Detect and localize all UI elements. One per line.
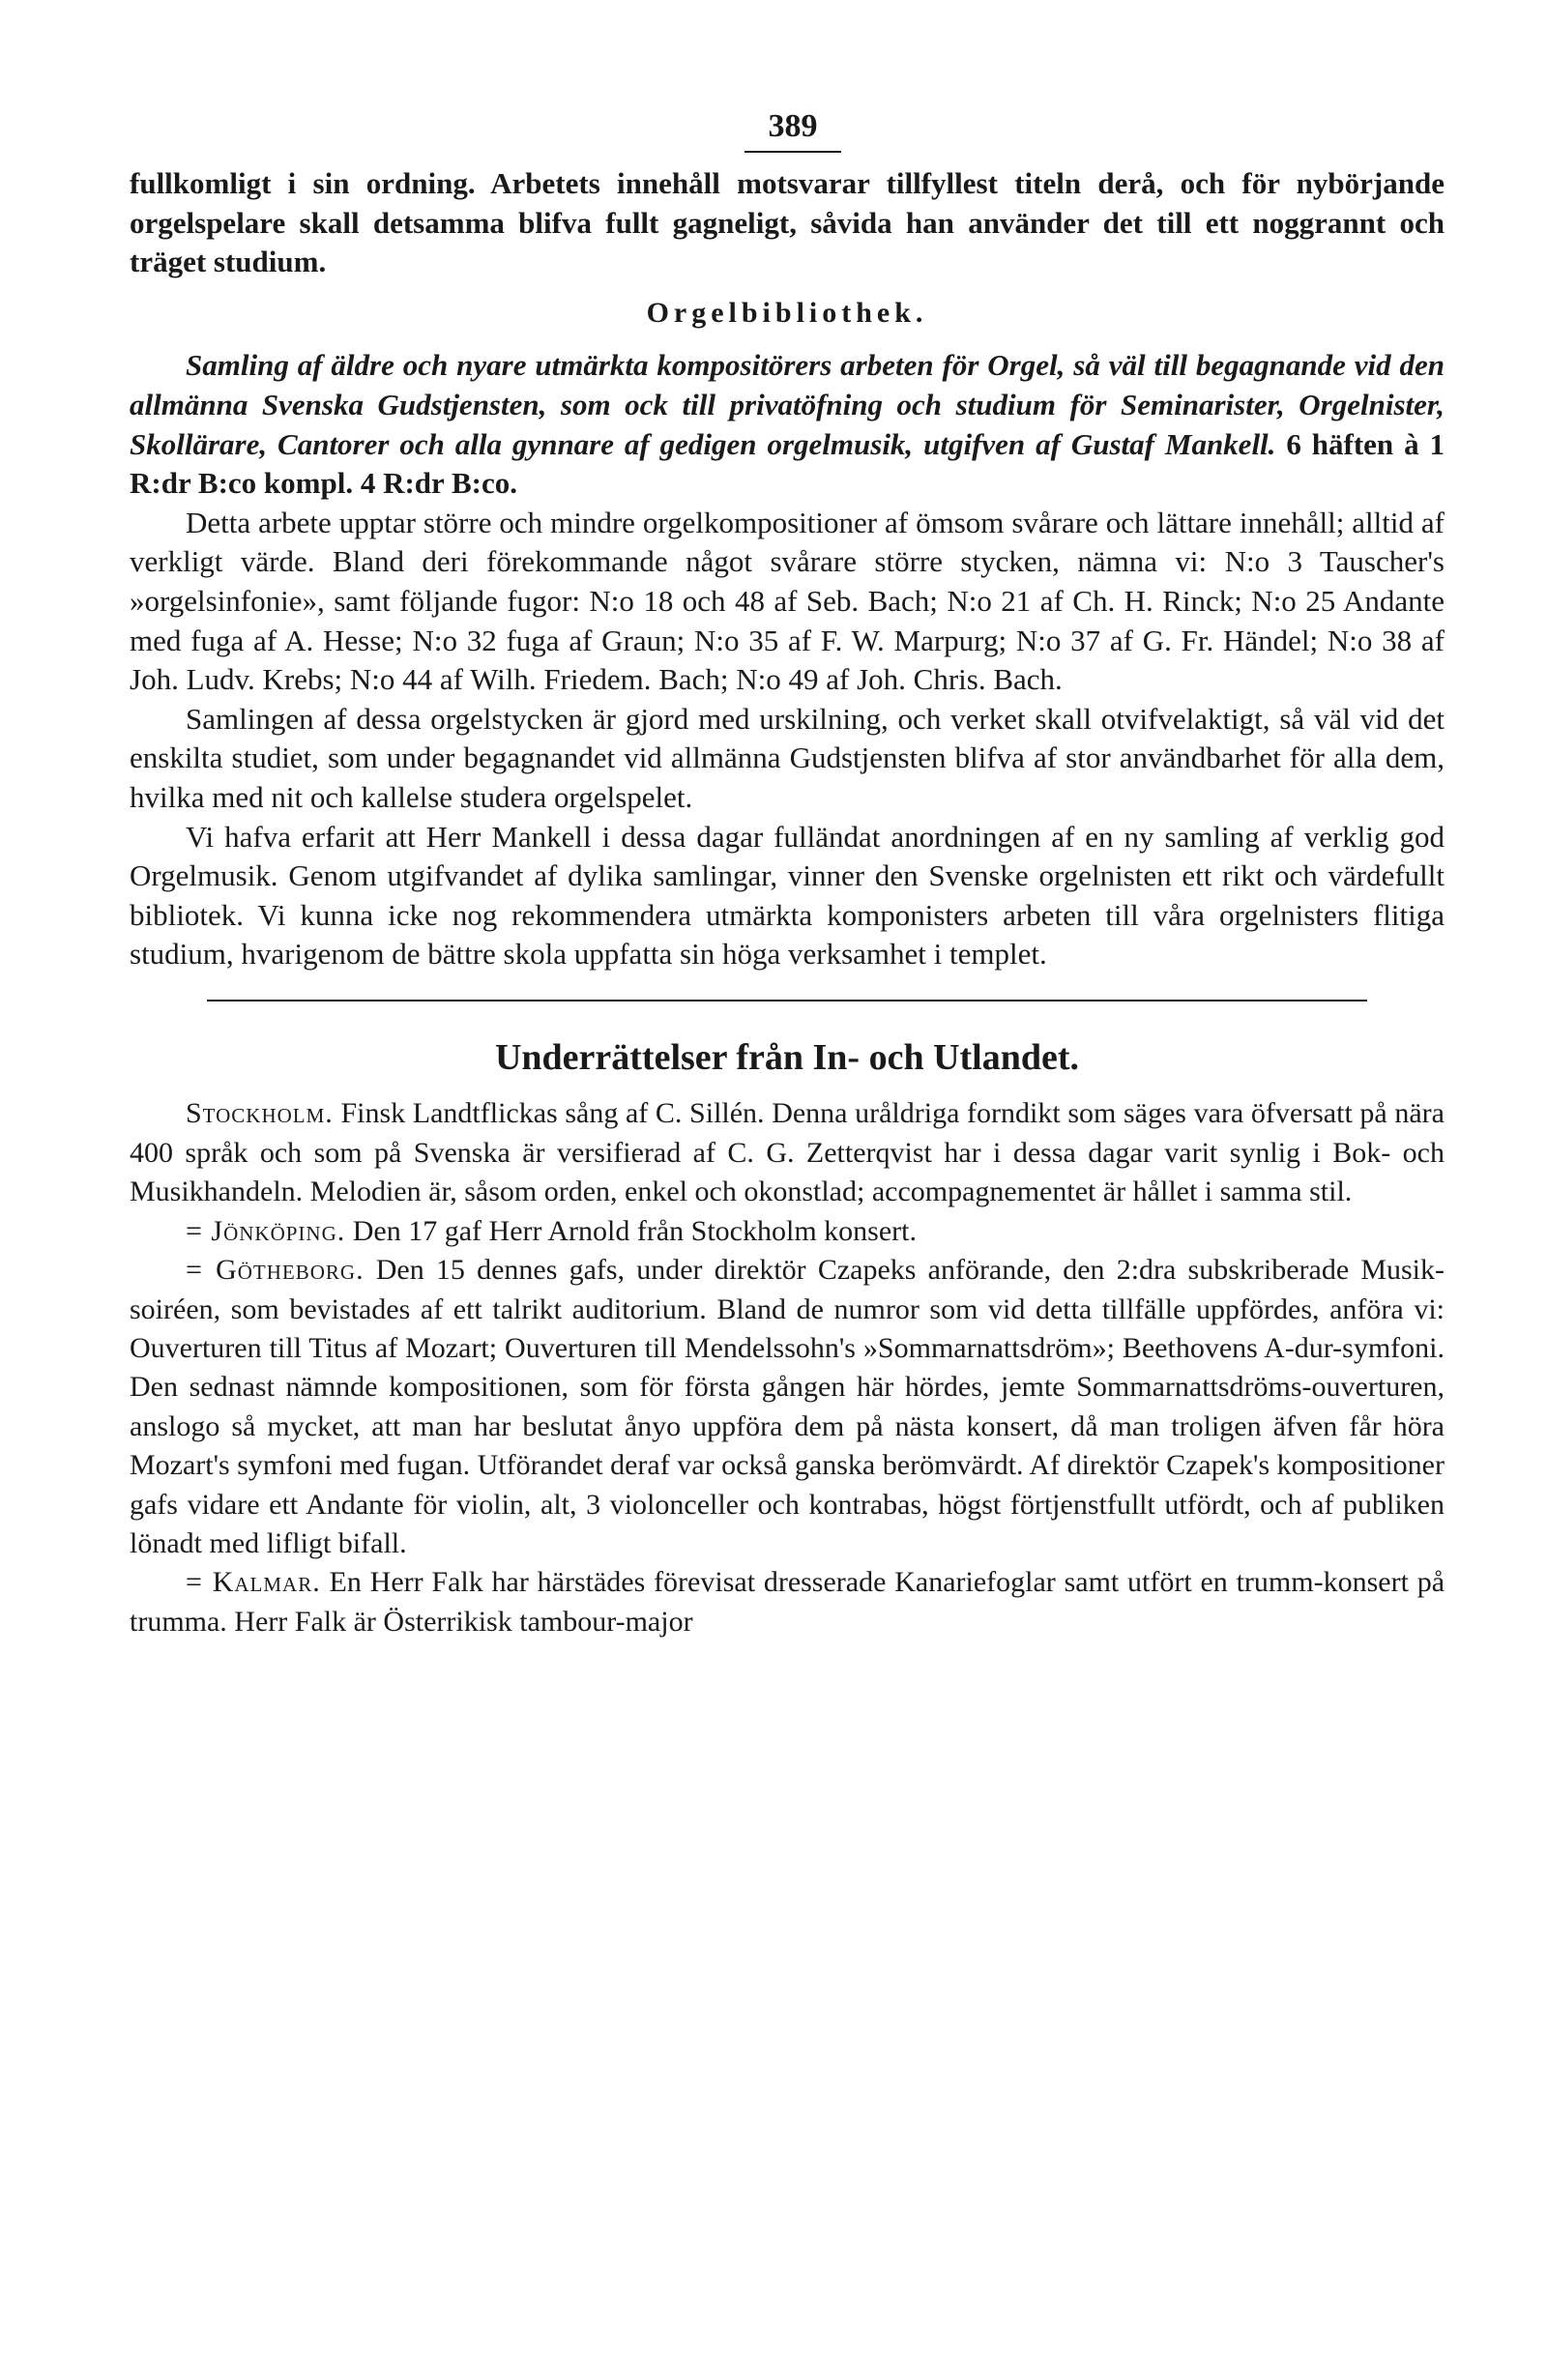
body-paragraph-recommendation: Vi hafva erfarit att Herr Mankell i dessa dagar fulländat anordningen af en ny samling af verklig god Orgelmusik. Genom utgifvandet af dylika samlingar, vinner den Svenske orgelnisten ett rikt och värdefullt bibliotek. Vi kunna icke nog rekommendera utmärkta komponisters arbeten till våra orgelnisters flitiga studium, hvarigenom de bättre skola uppfatta sin höga verksamhet i templet. (130, 819, 1445, 972)
page-number: 389 (768, 108, 818, 144)
news-item-jonkoping (130, 1212, 1445, 1251)
news-items (130, 1094, 1445, 1641)
section-heading-orgelbibliothek: Orgelbibliothek. (646, 296, 928, 329)
news-item-kalmar (130, 1563, 1445, 1641)
body-paragraph-contents: Detta arbete upptar större och mindre orgelkompositioner af ömsom svårare och lättare innehåll; alltid af verkligt värde. Bland deri förekommande något svårare större stycken, nämna vi: N:o 3 Tauscher's »orgelsinfonie», samt följande fugor: N:o 18 och 48 af Seb. Bach; N:o 21 af Ch. H. Rinck; N:o 25 Andante med fuga af A. Hesse; N:o 32 fuga af Graun; N:o 35 af F. W. Marpurg; N:o 37 af G. Fr. Händel; N:o 38 af Joh. Ludv. Krebs; N:o 44 af Wilh. Friedem. Bach; N:o 49 af Joh. Chris. Bach. (130, 505, 1445, 697)
section-divider (207, 1000, 1367, 1001)
body-paragraph-assessment: Samlingen af dessa orgelstycken är gjord med urskilning, och verket skall otvifvelaktigt, så väl vid det enskilta studiet, som under begagnandet vid allmänna Gudstjensten blifva af stor användbarhet för alla dem, hvilka med nit och kallelse studera orgelspelet. (130, 701, 1445, 814)
news-item-stockholm (130, 1094, 1445, 1211)
news-text-jonkoping: Den 17 gaf Herr Arnold från Stockholm konsert. (345, 1214, 917, 1247)
news-place-kalmar: = Kalmar. (186, 1566, 321, 1599)
news-place-gotheborg: = Götheborg. (186, 1254, 365, 1287)
page-number-underline (744, 151, 841, 153)
book-title-paragraph (130, 346, 1445, 503)
news-place-jonkoping: = Jönköping. (186, 1214, 346, 1247)
book-price: 6 häften à 1 R:dr B:co kompl. 4 R:dr B:co. (130, 426, 1445, 501)
news-text-kalmar: En Herr Falk har härstädes förevisat dresserade Kanariefoglar samt utfört en trumm-konsert på trumma. Herr Falk är Österrikisk tambour-major (130, 1566, 1445, 1638)
main-text-column (130, 164, 1445, 1641)
news-text-gotheborg: Den 15 dennes gafs, under direktör Czapeks anförande, den 2:dra subskriberade Musik-soiréen, som bevistades af ett talrikt auditorium. Bland de numror som vid detta tillfälle uppfördes, anföra vi: Ouverturen till Titus af Mozart; Ouverturen till Mendelssohn's »Sommarnattsdröm»; Beethovens A-dur-symfoni. Den sednast nämnde kompositionen, som för första gången här hördes, jemte Sommarnattsdröms-ouverturen, anslogo så mycket, att man har beslutat ånyo uppföra dem på nästa konsert, då man troligen äfven får höra Mozart's symfoni med fugan. Utförandet deraf var också ganska berömvärdt. Af direktör Czapek's kompositioner gafs vidare ett Andante för violin, alt, 3 violonceller och kontrabas, högst förtjenstfullt utfördt, och af publiken lönadt med lifligt bifall. (130, 1254, 1445, 1559)
news-place-stockholm: Stockholm. (186, 1097, 334, 1130)
news-section-heading: Underrättelser från In- och Utlandet. (494, 1036, 1080, 1078)
continued-paragraph: fullkomligt i sin ordning. Arbetets innehåll motsvarar tillfyllest titeln derå, och för nybörjande orgelspelare skall detsamma blifva fullt gagneligt, såvida han använder det till ett noggrannt och träget studium. (130, 166, 1445, 279)
book-title-italic: Samling af äldre och nyare utmärkta kompositörers arbeten för Orgel, så väl till begagnande vid den allmänna Svenska Gudstjensten, som ock till privatöfning och studium för Seminarister, Orgelnister, Skollärare, Cantorer och alla gynnare af gedigen orgelmusik, utgifven af Gustaf Mankell. (130, 348, 1445, 461)
news-item-gotheborg (130, 1251, 1445, 1563)
news-text-stockholm: Finsk Landtflickas sång af C. Sillén. Denna uråldriga forndikt som säges vara öfversatt på nära 400 språk och som på Svenska är versifierad af C. G. Zetterqvist har i dessa dagar varit synlig i Bok- och Musikhandeln. Melodien är, såsom orden, enkel och okonstlad; accompagnementet är hållet i samma stil. (130, 1097, 1445, 1208)
